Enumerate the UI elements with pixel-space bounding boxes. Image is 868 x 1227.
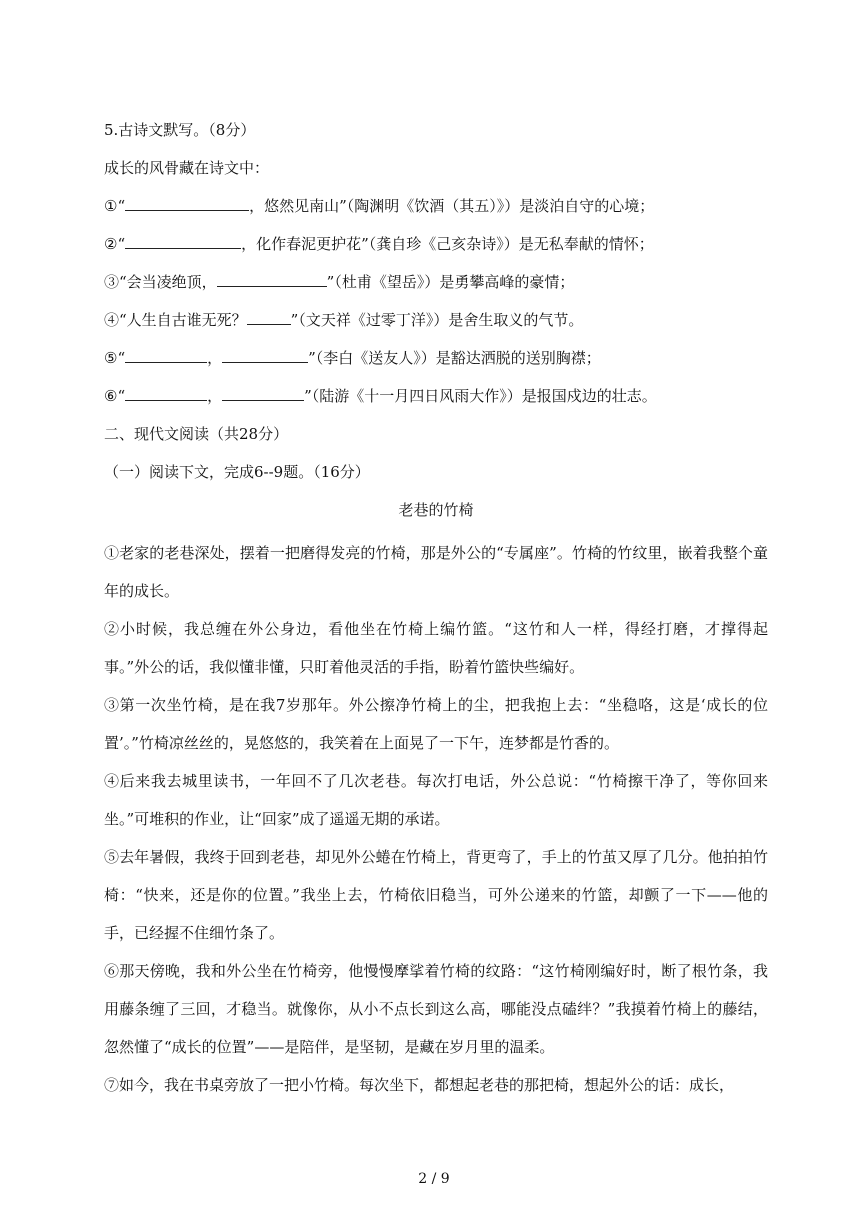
- fill-item-suffix: ”（陆游《十一月四日风雨大作》）是报国戍边的壮志。: [304, 387, 657, 405]
- fill-item-suffix: ，化作春泥更护花”（龚自珍《己亥杂诗》）是无私奉献的情怀；: [241, 235, 654, 253]
- page-content: [104, 116, 768, 1104]
- answer-blank[interactable]: [125, 192, 249, 211]
- question-5-intro: 成长的风骨藏在诗文中：: [104, 159, 270, 177]
- article-paragraph-2: ②小时候，我总缠在外公身边，看他坐在竹椅上编竹篮。“这竹和人一样，得经打磨，才撑得起事。”外公的话，我似懂非懂，只盯着他灵活的手指，盼着竹篮快些编好。: [104, 620, 768, 676]
- fill-item-suffix: ，悠然见南山”（陶渊明《饮酒（其五）》）是淡泊自守的心境；: [249, 197, 655, 215]
- fill-item-prefix: ⑤“: [104, 349, 126, 367]
- answer-blank[interactable]: [217, 268, 327, 287]
- fill-item-mid: ，: [207, 349, 223, 367]
- fill-item-suffix: ”（李白《送友人》）是豁达洒脱的送别胸襟；: [308, 349, 601, 367]
- fill-item-4: [104, 306, 768, 344]
- answer-blank[interactable]: [125, 382, 207, 401]
- answer-blank[interactable]: [125, 230, 241, 249]
- section-2-heading: 二、现代文阅读（共28分）: [104, 425, 289, 443]
- fill-item-prefix: ②“: [104, 235, 126, 253]
- fill-item-6: [104, 382, 768, 420]
- article-paragraph-3: ③第一次坐竹椅，是在我7岁那年。外公擦净竹椅上的尘，把我抱上去：“坐稳咯，这是‘成长的位置’。”竹椅凉丝丝的，晃悠悠的，我笑着在上面晃了一下午，连梦都是竹香的。: [104, 696, 768, 752]
- article-paragraph-1: ①老家的老巷深处，摆着一把磨得发亮的竹椅，那是外公的“专属座”。竹椅的竹纹里，嵌着我整个童年的成长。: [104, 544, 768, 600]
- article-title: 老巷的竹椅: [398, 501, 474, 519]
- article-paragraph-5: ⑤去年暑假，我终于回到老巷，却见外公蜷在竹椅上，背更弯了，手上的竹茧又厚了几分。他拍拍竹椅：“快来，还是你的位置。”我坐上去，竹椅依旧稳当，可外公递来的竹篮，却颤了一下——他的手，已经握不住细竹条了。: [104, 848, 768, 942]
- fill-item-prefix: ④“人生自古谁无死？: [104, 311, 247, 329]
- fill-item-prefix: ⑥“: [104, 387, 126, 405]
- fill-item-5: [104, 344, 768, 382]
- fill-item-2: [104, 230, 768, 268]
- page-number: 2 / 9: [418, 1171, 450, 1187]
- fill-item-suffix: ”（文天祥《过零丁洋》）是舍生取义的气节。: [290, 311, 584, 329]
- section-2-subheading: （一）阅读下文，完成6--9题。（16分）: [104, 463, 370, 481]
- fill-item-1: [104, 192, 768, 230]
- article-paragraph-6: ⑥那天傍晚，我和外公坐在竹椅旁，他慢慢摩挲着竹椅的纹路：“这竹椅刚编好时，断了根竹条，我用藤条缠了三回，才稳当。就像你，从小不点长到这么高，哪能没点磕绊？”我摸着竹椅上的藤结，忽然懂了“成长的位置”——是陪伴，是坚韧，是藏在岁月里的温柔。: [104, 962, 768, 1056]
- fill-item-3: [104, 268, 768, 306]
- question-5-title: 5.古诗文默写。（8分）: [104, 121, 256, 139]
- article-paragraph-7: ⑦如今，我在书桌旁放了一把小竹椅。每次坐下，都想起老巷的那把椅，想起外公的话：成长，: [104, 1076, 735, 1094]
- answer-blank[interactable]: [247, 306, 291, 325]
- article-paragraph-4: ④后来我去城里读书，一年回不了几次老巷。每次打电话，外公总说：“竹椅擦干净了，等你回来坐。”可堆积的作业，让“回家”成了遥遥无期的承诺。: [104, 772, 768, 828]
- fill-item-prefix: ①“: [104, 197, 126, 215]
- answer-blank[interactable]: [222, 382, 304, 401]
- fill-item-prefix: ③“会当凌绝顶，: [104, 273, 217, 291]
- fill-item-suffix: ”（杜甫《望岳》）是勇攀高峰的豪情；: [326, 273, 575, 291]
- fill-item-mid: ，: [207, 387, 223, 405]
- answer-blank[interactable]: [125, 344, 207, 363]
- answer-blank[interactable]: [222, 344, 308, 363]
